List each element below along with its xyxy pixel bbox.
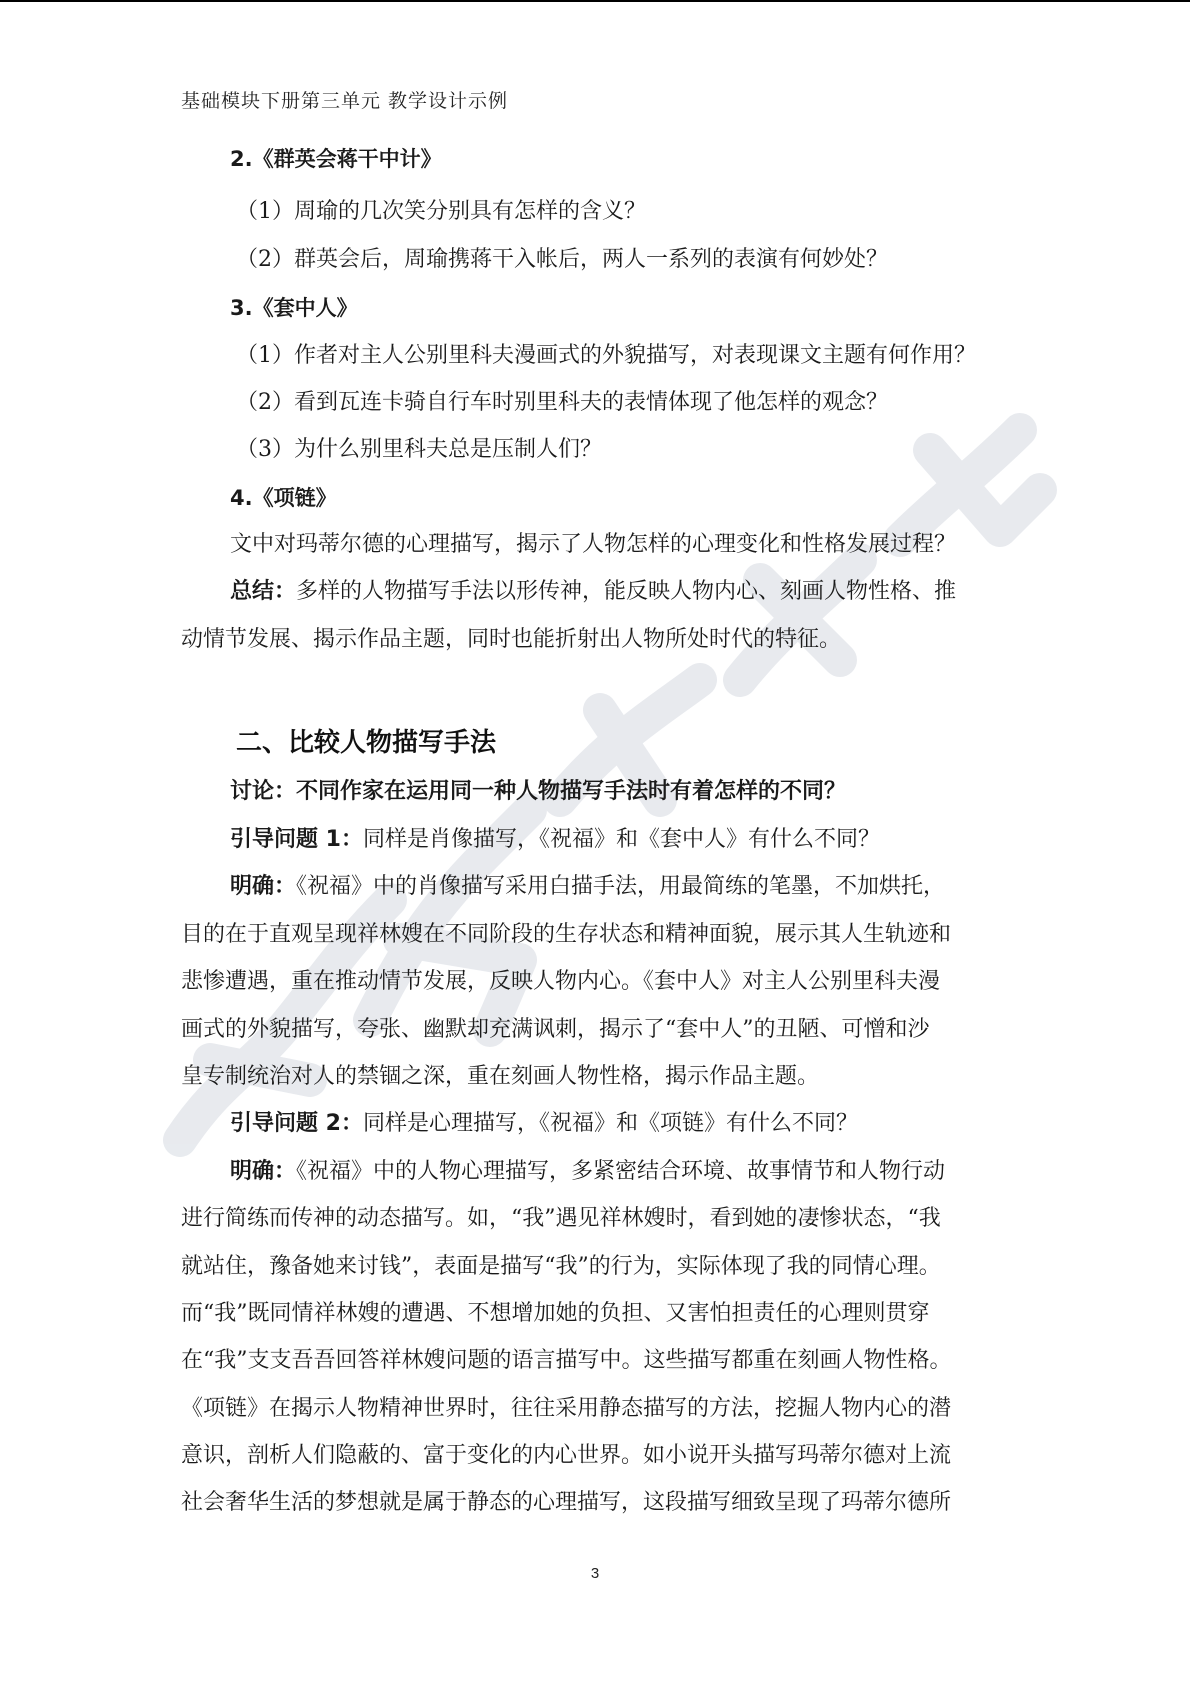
discussion-prompt: 讨论：不同作家在运用同一种人物描写手法时有着怎样的不同？ [230,779,847,804]
item2-title: 2.《群英会蒋干中计》 [230,147,442,171]
running-header: 基础模块下册第三单元 教学设计示例 [181,90,509,112]
section2-title: 二、比较人物描写手法 [236,728,497,758]
answer2-line3: 就站住，豫备她来讨钱”，表面是描写“我”的行为，实际体现了我的同情心理。 [181,1254,941,1279]
answer2-line8: 社会奢华生活的梦想就是属于静态的心理描写，这段描写细致呈现了玛蒂尔德所 [181,1490,952,1515]
summary-line2: 动情节发展、揭示作品主题，同时也能折射出人物所处时代的特征。 [181,627,842,652]
item3-title: 3.《套中人》 [230,296,358,320]
answer2-label: 明确： [230,1159,297,1184]
answer2-line6: 《项链》在揭示人物精神世界时，往往采用静态描写的方法，挖掘人物内心的潜 [181,1396,952,1421]
item2-question1: （1）周瑜的几次笑分别具有怎样的含义？ [236,199,646,224]
item3-question3: （3）为什么别里科夫总是压制人们？ [236,437,602,462]
item4-title: 4.《项链》 [230,486,337,510]
answer1-text1: 《祝福》中的肖像描写采用白描手法，用最简练的笔墨，不加烘托， [296,874,946,899]
summary-text1: 多样的人物描写手法以形传神，能反映人物内心、刻画人物性格、推 [296,579,957,604]
answer2-line7: 意识，剖析人们隐蔽的、富于变化的内心世界。如小说开头描写玛蒂尔德对上流 [181,1443,952,1468]
summary-line1 [230,578,956,606]
item4-question: 文中对玛蒂尔德的心理描写，揭示了人物怎样的心理变化和性格发展过程？ [230,532,957,557]
guide2-text: 同样是心理描写，《祝福》和《项链》有什么不同？ [362,1111,858,1136]
guide-question2 [230,1110,858,1138]
summary-label: 总结： [230,579,297,604]
item3-question1: （1）作者对主人公别里科夫漫画式的外貌描写，对表现课文主题有何作用？ [236,343,976,368]
answer1-line5: 皇专制统治对人的禁锢之深，重在刻画人物性格，揭示作品主题。 [181,1064,820,1089]
item2-question2: （2）群英会后，周瑜携蒋干入帐后，两人一系列的表演有何妙处？ [236,247,888,272]
answer2-line4: 而“我”既同情祥林嫂的遭遇、不想增加她的负担、又害怕担责任的心理则贯穿 [181,1301,930,1326]
guide1-label: 引导问题 1： [230,827,363,852]
guide1-text: 同样是肖像描写，《祝福》和《套中人》有什么不同？ [362,827,880,852]
answer1-label: 明确： [230,874,297,899]
answer1-line3: 悲惨遭遇，重在推动情节发展，反映人物内心。《套中人》对主人公别里科夫漫 [181,969,941,994]
answer2-text1: 《祝福》中的人物心理描写，多紧密结合环境、故事情节和人物行动 [296,1159,946,1184]
answer1-line2: 目的在于直观呈现祥林嫂在不同阶段的生存状态和精神面貌，展示其人生轨迹和 [181,922,952,947]
top-rule [0,0,1190,2]
answer1-line4: 画式的外貌描写，夸张、幽默却充满讽刺，揭示了“套中人”的丑陋、可憎和沙 [181,1017,930,1042]
guide2-label: 引导问题 2： [230,1111,363,1136]
item3-question2: （2）看到瓦连卡骑自行车时别里科夫的表情体现了他怎样的观念？ [236,390,888,415]
guide-question1 [230,826,880,854]
answer2-line2: 进行简练而传神的动态描写。如，“我”遇见祥林嫂时，看到她的凄惨状态，“我 [181,1206,941,1231]
answer2-line1 [230,1158,945,1186]
answer2-line5: 在“我”支支吾吾回答祥林嫂问题的语言描写中。这些描写都重在刻画人物性格。 [181,1348,952,1373]
page-number: 3 [590,1565,600,1582]
answer1-line1 [230,873,945,901]
